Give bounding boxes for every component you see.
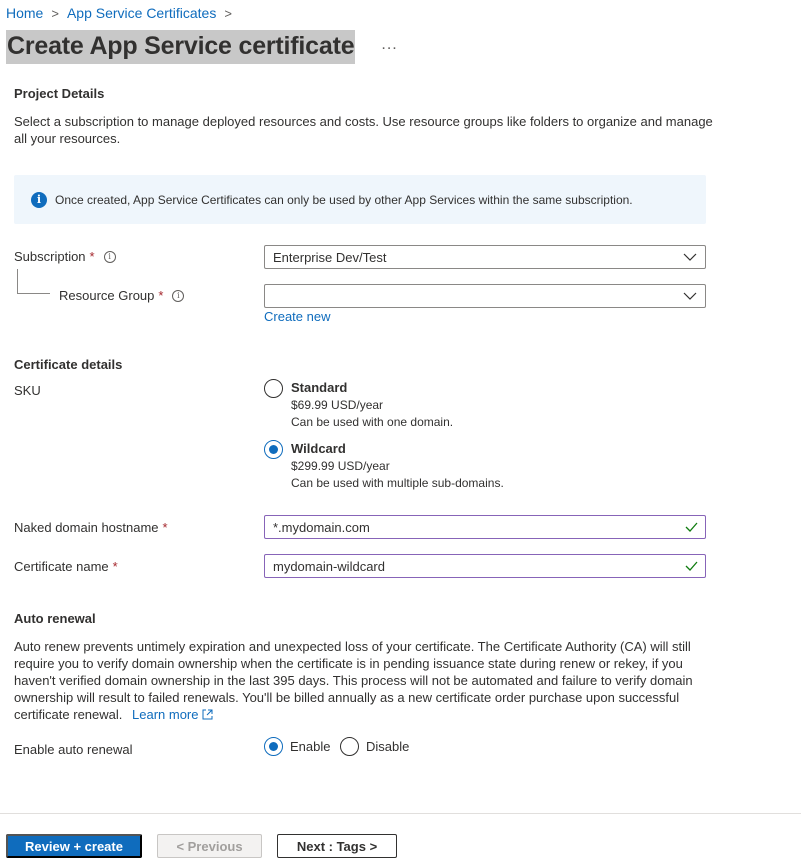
required-marker: * [162,520,168,535]
renewal-disable-option[interactable] [340,737,409,756]
hostname-input[interactable] [264,515,706,539]
breadcrumb-separator-icon: > [224,5,232,21]
info-hint-icon[interactable]: i [104,251,116,263]
tree-connector-vertical [17,269,18,294]
previous-button: < Previous [157,834,262,858]
sku-description: Can be used with multiple sub-domains. [291,476,504,490]
chevron-down-icon [683,290,697,302]
certificate-name-label-text: Certificate name [14,559,109,574]
resource-group-label [59,288,184,303]
breadcrumb-app-service-certificates[interactable]: App Service Certificates [66,5,217,21]
required-marker: * [112,559,118,574]
breadcrumb-home[interactable]: Home [6,5,44,21]
tree-connector-horizontal [17,293,50,294]
external-link-icon [202,709,213,720]
hostname-label-text: Naked domain hostname [14,520,159,535]
radio-wildcard[interactable] [264,440,283,459]
next-tags-button[interactable]: Next : Tags > [277,834,397,858]
footer-divider [0,813,801,814]
renewal-enable-option[interactable] [264,737,330,756]
checkmark-icon [685,521,698,533]
required-marker: * [89,249,95,264]
radio-disable[interactable] [340,737,359,756]
chevron-down-icon [683,251,697,263]
radio-enable[interactable] [264,737,283,756]
create-new-link[interactable]: Create new [264,309,331,324]
title-row [6,30,398,64]
hostname-value: *.mydomain.com [273,519,370,535]
project-details-description: Select a subscription to manage deployed resources and costs. Use resource groups like folders to organize and manage all your resources. [14,114,713,146]
certificate-name-input[interactable] [264,554,706,578]
radio-standard[interactable] [264,379,283,398]
auto-renewal-description [14,638,712,723]
certificate-details-heading: Certificate details [14,357,123,372]
certificate-name-value: mydomain-wildcard [273,558,385,574]
enable-auto-renewal-label: Enable auto renewal [14,742,133,757]
sku-price: $299.99 USD/year [291,459,390,473]
auto-renewal-heading: Auto renewal [14,611,96,626]
learn-more-text: Learn more [132,707,199,722]
info-banner [14,175,706,224]
sku-name: Standard [291,380,348,395]
required-marker: * [158,288,164,303]
sku-price: $69.99 USD/year [291,398,384,412]
sku-option-wildcard[interactable] [264,440,504,492]
hostname-label [14,520,168,535]
info-hint-icon[interactable]: i [172,290,184,302]
page-title: Create App Service certificate [6,30,355,64]
certificate-name-label [14,559,118,574]
subscription-dropdown[interactable] [264,245,706,269]
subscription-label [14,249,116,264]
learn-more-link[interactable] [132,706,212,723]
subscription-value: Enterprise Dev/Test [273,249,387,265]
sku-name: Wildcard [291,441,346,456]
renewal-disable-label: Disable [366,739,410,754]
renewal-enable-label: Enable [290,739,331,754]
more-options-icon[interactable]: ... [381,36,398,53]
breadcrumb-separator-icon: > [51,5,59,21]
sku-option-standard[interactable] [264,379,453,431]
sku-option-body [291,440,504,492]
sku-option-body [291,379,453,431]
info-banner-text: Once created, App Service Certificates can only be used by other App Services within the same subscription. [55,192,633,207]
review-create-button[interactable]: Review + create [6,834,142,858]
project-details-heading: Project Details [14,86,105,101]
resource-group-label-text: Resource Group [59,288,155,303]
info-icon: i [31,192,47,208]
sku-description: Can be used with one domain. [291,415,454,429]
resource-group-dropdown[interactable] [264,284,706,308]
subscription-label-text: Subscription [14,249,86,264]
breadcrumb [6,5,240,21]
auto-renewal-text: Auto renew prevents untimely expiration and unexpected loss of your certificate. The Certificate Authority (CA) will still require you to verify domain ownership when the certificate is in pending issuance state during renew or rekey, if you haven't verified domain ownership in the last 395 days. This process will not be automated and failure to verify domain ownership will result to failed renewals. You'll be billed annually as a new certificate order purchase upon successful certificate renewal. [14,639,693,722]
sku-label: SKU [14,383,41,398]
checkmark-icon [685,560,698,572]
